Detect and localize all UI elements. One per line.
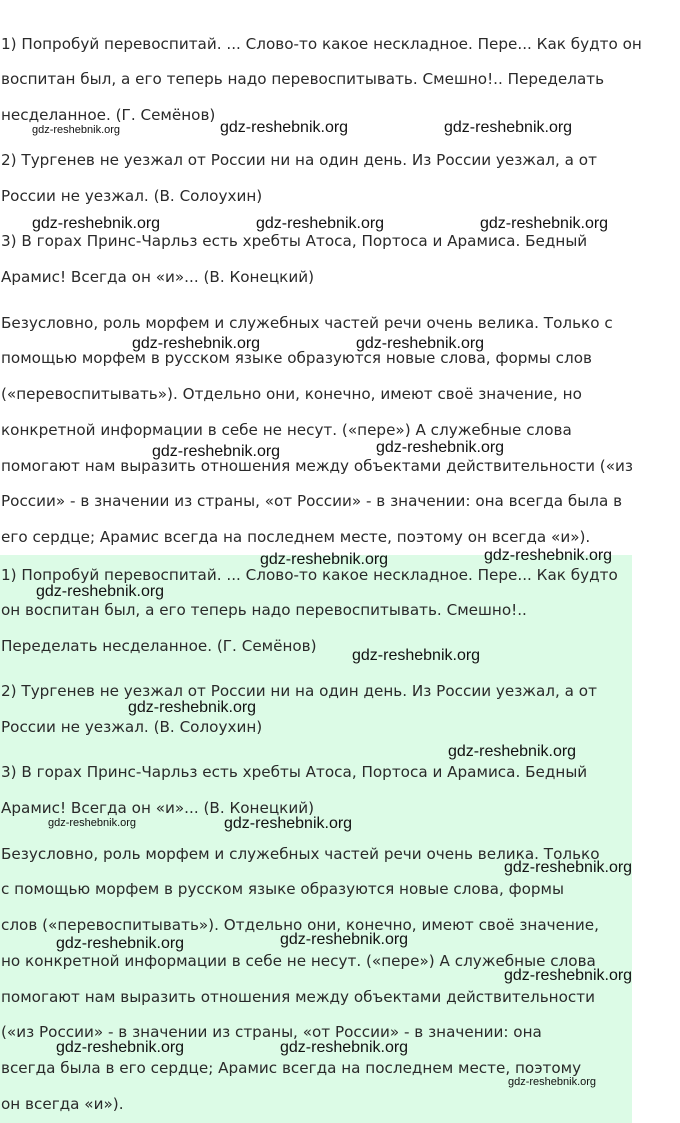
- text-line: России» - в значении из страны, «от России» - в значении: она всегда была в: [1, 492, 623, 510]
- text-line: помогают нам выразить отношения между объектами действительности: [1, 988, 595, 1006]
- text-line: («из России» - в значении из страны, «от России» - в значении: она: [1, 1023, 542, 1041]
- text-line: 1) Попробуй перевоспитай. ... Слово-то какое нескладное. Пере... Как будто: [1, 566, 618, 584]
- text-line: («перевоспитывать»). Отдельно они, конечно, имеют своё значение, но: [1, 385, 582, 403]
- watermark-text: gdz-reshebnik.org: [504, 967, 633, 984]
- text-line: воспитан был, а его теперь надо перевоспитывать. Смешно!.. Переделать: [1, 70, 605, 88]
- watermark-text: gdz-reshebnik.org: [280, 1039, 409, 1056]
- watermark-text: gdz-reshebnik.org: [32, 124, 121, 136]
- text-line: Безусловно, роль морфем и служебных частей речи очень велика. Только с: [1, 314, 613, 332]
- text-line: 2) Тургенев не уезжал от России ни на один день. Из России уезжал, а от: [1, 682, 597, 700]
- watermark-text: gdz-reshebnik.org: [508, 1076, 597, 1088]
- watermark-text: gdz-reshebnik.org: [376, 439, 505, 456]
- watermark-text: gdz-reshebnik.org: [224, 815, 353, 832]
- watermark-text: gdz-reshebnik.org: [480, 215, 609, 232]
- text-line: 1) Попробуй перевоспитай. ... Слово-то какое нескладное. Пере... Как будто он: [1, 35, 642, 53]
- text-line: несделанное. (Г. Семёнов): [1, 106, 216, 124]
- text-line: 2) Тургенев не уезжал от России ни на один день. Из России уезжал, а от: [1, 151, 597, 169]
- text-line: Арамис! Всегда он «и»... (В. Конецкий): [1, 799, 314, 817]
- watermark-text: gdz-reshebnik.org: [484, 547, 613, 564]
- text-line: всегда была в его сердце; Арамис всегда на последнем месте, поэтому: [1, 1059, 582, 1077]
- watermark-text: gdz-reshebnik.org: [128, 699, 257, 716]
- text-line: 3) В горах Принс-Чарльз есть хребты Атоса, Портоса и Арамиса. Бедный: [1, 232, 588, 250]
- text-line: 3) В горах Принс-Чарльз есть хребты Атоса, Портоса и Арамиса. Бедный: [1, 763, 588, 781]
- text-line: России не уезжал. (В. Солоухин): [1, 187, 263, 205]
- watermark-text: gdz-reshebnik.org: [220, 119, 349, 136]
- text-line: помогают нам выразить отношения между объектами действительности («из: [1, 457, 633, 475]
- watermark-text: gdz-reshebnik.org: [36, 583, 165, 600]
- text-line: конкретной информации в себе не несут. («пере») А служебные слова: [1, 421, 572, 439]
- text-line: Арамис! Всегда он «и»... (В. Конецкий): [1, 268, 314, 286]
- watermark-text: gdz-reshebnik.org: [444, 119, 573, 136]
- text-line: его сердце; Арамис всегда на последнем месте, поэтому он всегда «и»).: [1, 528, 591, 546]
- watermark-text: gdz-reshebnik.org: [256, 215, 385, 232]
- text-line: он воспитан был, а его теперь надо перевоспитывать. Смешно!..: [1, 601, 527, 619]
- watermark-text: gdz-reshebnik.org: [56, 1039, 185, 1056]
- watermark-text: gdz-reshebnik.org: [152, 443, 281, 460]
- text-line: но конкретной информации в себе не несут. («пере») А служебные слова: [1, 952, 596, 970]
- watermark-text: gdz-reshebnik.org: [32, 215, 161, 232]
- watermark-text: gdz-reshebnik.org: [504, 859, 633, 876]
- text-line: Безусловно, роль морфем и служебных частей речи очень велика. Только: [1, 845, 600, 863]
- watermark-text: gdz-reshebnik.org: [56, 935, 185, 952]
- answer-block-highlighted: [0, 555, 632, 1123]
- text-line: России не уезжал. (В. Солоухин): [1, 718, 263, 736]
- watermark-text: gdz-reshebnik.org: [448, 743, 577, 760]
- watermark-text: gdz-reshebnik.org: [280, 931, 409, 948]
- text-line: слов («перевоспитывать»). Отдельно они, конечно, имеют своё значение,: [1, 916, 599, 934]
- text-line: помощью морфем в русском языке образуются новые слова, формы слов: [1, 349, 592, 367]
- watermark-text: gdz-reshebnik.org: [260, 551, 389, 568]
- answer-block-plain: [0, 0, 680, 555]
- watermark-text: gdz-reshebnik.org: [132, 335, 261, 352]
- watermark-text: gdz-reshebnik.org: [48, 817, 137, 829]
- text-line: Переделать несделанное. (Г. Семёнов): [1, 637, 317, 655]
- text-line: он всегда «и»).: [1, 1095, 124, 1113]
- watermark-text: gdz-reshebnik.org: [352, 647, 481, 664]
- text-line: с помощью морфем в русском языке образуются новые слова, формы: [1, 880, 565, 898]
- watermark-text: gdz-reshebnik.org: [356, 335, 485, 352]
